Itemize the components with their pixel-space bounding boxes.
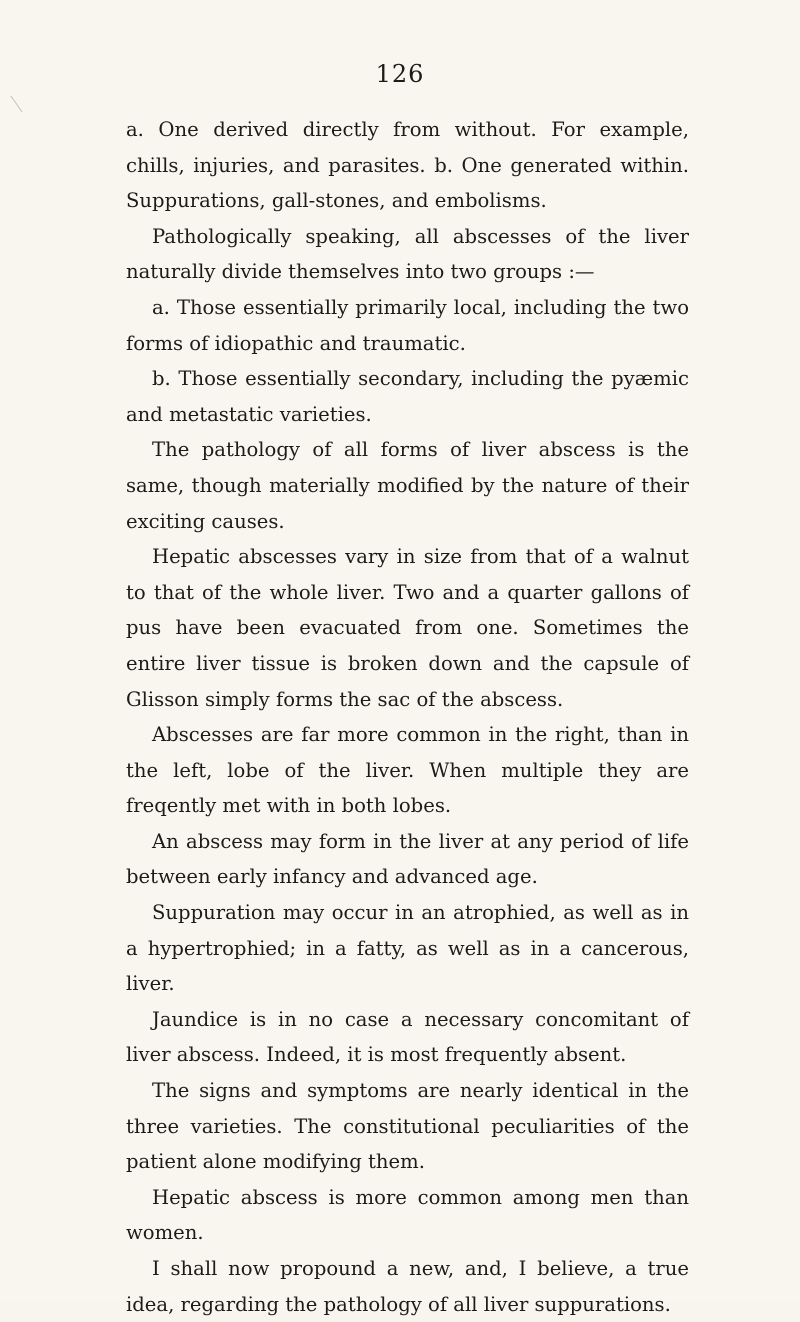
page-number: 126 [375,60,425,88]
paragraph-suppuration: Suppuration may occur in an atrophied, as well as in a hypertrophied; in a fatty, as well as in a cancerous, liver. [126,901,689,996]
paragraph-two-groups: Pathologically speaking, all abscesses of the liver naturally divide themselves into two groups :— [126,224,689,284]
paragraph-sex-incidence: Hepatic abscess is more common among men than women. [126,1185,689,1245]
body-text [126,112,689,1322]
paragraph-jaundice: Jaundice is in no case a necessary concomitant of liver abscess. Indeed, it is most frequently absent. [126,1007,689,1067]
paragraph-group-b: b. Those essentially secondary, including the pyæmic and metastatic varieties. [126,367,689,426]
paragraph-size: Hepatic abscesses vary in size from that of a walnut to that of the whole liver. Two and a quarter gallons of pus have been evacuated from one. Sometimes the entire liver tissue is broken down and the capsule of Glisson simply forms the sac of the abscess. [126,545,689,711]
paragraph-group-a: a. Those essentially primarily local, including the two forms of idiopathic and traumatic. [126,295,689,355]
paragraph-pathology: The pathology of all forms of liver abscess is the same, though materially modified by the nature of their exciting causes. [126,438,689,533]
paragraph-abscess-origins: a. One derived directly from without. For example, chills, injuries, and parasites. b. One generated within. Suppurations, gall-stones, and embolisms. [126,118,689,213]
page-edge-mark [10,96,22,113]
paragraph-age: An abscess may form in the liver at any period of life between early infancy and advanced age. [126,829,689,889]
paragraph-lobes: Abscesses are far more common in the right, than in the left, lobe of the liver. When multiple they are freqently met with in both lobes. [126,723,689,818]
paragraph-new-idea: I shall now propound a new, and, I believe, a true idea, regarding the pathology of all liver suppurations. [126,1257,689,1316]
paragraph-signs: The signs and symptoms are nearly identical in the three varieties. The constitutional peculiarities of the patient alone modifying them. [126,1079,689,1174]
